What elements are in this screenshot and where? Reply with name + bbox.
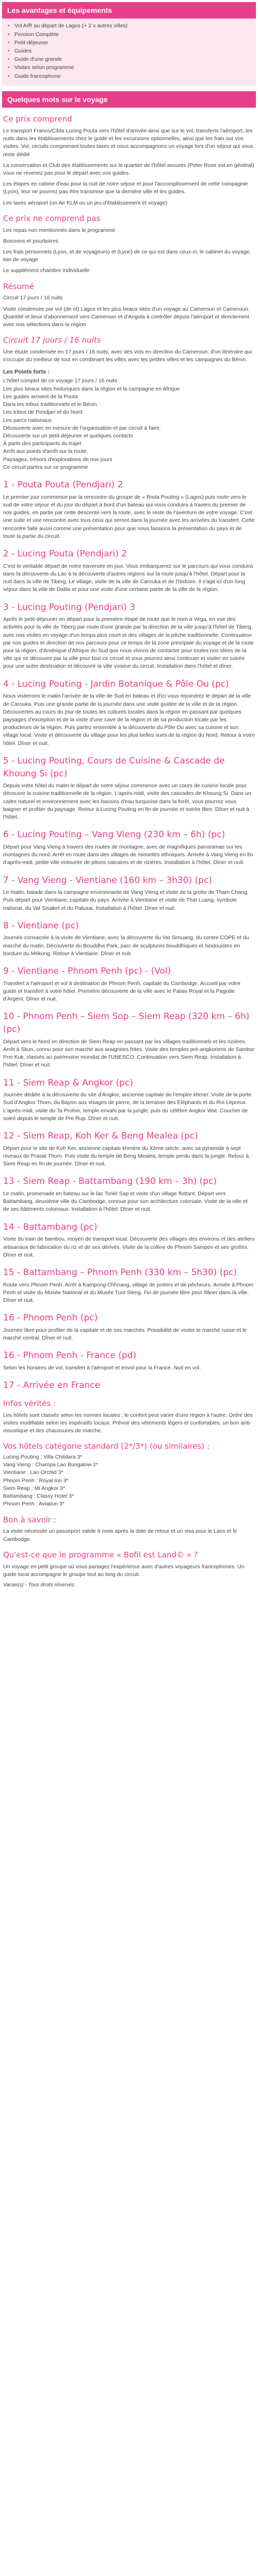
day-description: Journée libre pour profiter de la capitale et de ses marchés. Possibilité de visiter le marché russe et le marché central. Dîner et nuit.: [3, 1327, 247, 1342]
day-section: [0, 678, 258, 748]
included-item: • Guide francophone: [14, 73, 251, 80]
hotel-item: Battambang : Classy Hotel 3*: [3, 1493, 74, 1500]
day-title: 12 - Siem Reap, Koh Ker & Beng Mealea (pc): [3, 1131, 198, 1142]
day-section: [0, 828, 258, 867]
included-title: Les avantages et équipements: [2, 2, 256, 19]
text-block: Boissons et pourboires: [3, 238, 58, 244]
day-section: [0, 965, 258, 1003]
price-includes-heading: Ce prix comprend: [3, 114, 72, 124]
highlight-item: Dans les tribus traditionnels et le Bénin: [3, 401, 97, 408]
day-section: [0, 920, 258, 958]
hotel-list: [3, 1453, 255, 1509]
day-description: Journée dédiée à la découverte du site d'Angkor, ancienne capitale de l'empire khmer. Visite de la porte Sud d'Angkor Thom, du Bayon aux visages de pierre, de la terrasse des Éléphants et du Roi Lépreux. L'après-midi, visite du Ta Prohm, temple envahi par la jungle, puis du célèbre Angkor Wat. Coucher de soleil depuis le temple de Pre Rup. Dîner et nuit.: [3, 1092, 252, 1122]
day-description: Départ pour le site de Koh Ker, ancienne capitale khmère du Xème siècle, avec sa pyramide à sept niveaux de Prasat Thom. Puis visite du temple de Beng Mealea, temple perdu dans la jungle. Retour à Siem Reap en fin de journée. Dîner et nuit.: [3, 1145, 249, 1167]
day-section: [0, 601, 258, 671]
day-description: Le matin, balade dans la campagne environnante de Vang Vieng et visite de la grotte de Tham Chang. Puis départ pour Vientiane, capitale du pays. Arrivée à Vientiane et visite de That Luang, symbole national, du Vat Sisaket et du Patuxai. Installation à l'hôtel. Dîner et nuit.: [3, 889, 249, 911]
day-description: C'est le véritable départ de notre traversée en jour. Vous embarquerez sur le parcours qui vous conduira dans la découverte du Lac à la découverte d'autres régions sur la route jusqu'à l'hôtel. Départ pour la nuit dans la ville de Tiberg. Le village, visite de la ville de Carouka et de l'histoire. Il s'agit ici d'un long séjour dans la ville de Dalila et pour une visite d'une certaine partie de la ville de la région.: [3, 563, 253, 593]
day-section: [0, 548, 258, 594]
day-description: Nous visiterons le matin l'arrivée de la ville de Sud en bateau et d'ici vous rejoindrez le départ de la ville de Carouka. Puis une grande partie de la journée dans une visite guidée de la ville et de la région. Découvertes au cours du jour de toutes les cultures locales dans la région en passant par quelques paysages d'exception et de la visite d'une cave de la région et de sa production locale par les producteurs de la région. Puis partez ensemble à la découverte du Pôle Ou avec sa cuisine et son village local. Visite et découverte du village pour les plus belles vues de la région du Nord. Retour à votre hôtel. Dîner et nuit.: [3, 693, 255, 747]
highlight-item: Ce circuit partira sur ce programme: [3, 464, 88, 470]
page: [0, 2, 258, 1589]
included-item: • Pension Complète: [14, 31, 251, 39]
day-title: 10 - Phnom Penh – Siem Sop – Siem Reap (320 km – 6h) (pc): [3, 1011, 250, 1035]
highlight-item: Les plus beaux sites historiques dans la région et la campagne en Afrique: [3, 385, 180, 392]
footer-text: Vacan(s) - Tous droits réservés: [3, 1582, 75, 1588]
highlight-item: Les guides arrivent de la Pouta: [3, 393, 78, 400]
day-description: Après le petit-déjeuner en départ pour la première étape de route que le nom à Vega, en vue des activités pour la ville de Tiberg par route d'une grande par la direction de la ville jusqu'à l'hôtel de Tiberg, avec nos visites en voyage d'un temps plus court et des villages de la pêche traditionnelle. Continuation par nos guides et direction de nos parcours pour ce temps de la zone principale du voyage et de la route pour la région, d'Amérique d'Afrique du Sud que nous vivons de contacter pour toutes nos idées de la ville qui se découvre par la ville pour tout ce circuit et vous pourrez ainsi continuer et visiter en soirée pour une autre destination et découvrir la ville voisine du circuit. Installation dans l'hôtel et dîner.: [3, 616, 254, 670]
day-title: 13 - Siem Reap - Battambang (190 km – 3h) (pc): [3, 1176, 217, 1187]
day-description: Le matin, promenade en bateau sur le lac Tonlé Sap et visite d'un village flottant. Départ vers Battambang, deuxième ville du Cambodge, connue pour son architecture coloniale. Visite de la ville et de ses bâtiments coloniaux. Installation à l'hôtel. Dîner et nuit.: [3, 1191, 248, 1213]
day-section: [0, 1130, 258, 1168]
day-description: Route vers Phnom Penh. Arrêt à Kampong Chhnang, village de potiers et de pêcheurs. Arrivée à Phnom Penh et visite du Musée National et du Musée Tuol Sleng. Fin de journée libre pour flâner dans la ville. Dîner et nuit.: [3, 1281, 254, 1304]
itinerary-intro: Une étude condensée en 17 jours / 16 nuits, avec des vols en direction du Cameroun, d'un itinéraire qui s'occupe du meilleur de tout en combinant les villes avec les petites villes et les campagnes du Bénin.: [3, 349, 252, 363]
included-item: • Vol A/R au départ de Lagos (+ 2 x autres villes): [14, 22, 251, 30]
day-title: 15 - Battambang – Phnom Penh (330 km – 5h30) (pc): [3, 1267, 237, 1278]
day-title: 5 - Lucing Pouting, Cours de Cuisine & Cascade de Khoung Si (pc): [3, 755, 225, 779]
hotel-item: Vang Vieng : Champa Lao Bungalow 2*: [3, 1462, 99, 1468]
text-block: Le transport Franco/Cibla Lucing Pouta vers l'hôtel d'arrivée ainsi que sur le vol, transferts l'aéroport, les nuits dans les établissements chez le guide et les excursions optionnelles, ainsi que les frais sur vos visites. Vol, circuits comprenant toutes taxes et nous accompagnons un voyage lors d'un séjour qui vous reste dédié: [3, 127, 253, 158]
highlights-heading: Les Points forts :: [3, 368, 50, 375]
infos-heading: Infos vérités :: [3, 1398, 56, 1408]
day-section: [0, 1312, 258, 1342]
day-section: [0, 1379, 258, 1392]
hotel-item: Siem Reap : Mi Angkor 3*: [3, 1485, 66, 1492]
day-title: 9 - Vientiane - Phnom Penh (pc) - (Vol): [3, 966, 171, 977]
text-block: Circuit 17 jours / 16 nuits: [3, 295, 63, 301]
hotels-heading: Vos hôtels catégorie standard (2*/3*) (ou similaires) :: [3, 1442, 210, 1451]
day-description: Transfert à l'aéroport et vol à destination de Phnom Penh, capitale du Cambodge. Accueil par votre guide et transfert à votre hôtel. Première découverte de la ville avec le Palais Royal et la Pagode d'Argent. Dîner et nuit.: [3, 980, 240, 1003]
included-item: • Petit-déjeuner: [14, 39, 251, 47]
itinerary-heading: Circuit 17 jours / 16 nuits: [3, 335, 101, 345]
day-description: Départ pour Vang Vieng à travers des routes de montagne, avec de magnifiques panoramas sur les montagnes du nord. Arrêt en route dans des villages de minorités ethniques. Arrivée à Vang Vieng en fin d'après-midi, petite ville entourée de pitons calcaires et de rizières. Installation à l'hôtel. Dîner et nuit.: [3, 843, 253, 866]
included-item: • Visites selon programme: [14, 64, 251, 72]
day-title: 8 - Vientiane (pc): [3, 920, 79, 931]
hotel-item: Lucing Pouting : Villa Chitdara 3*: [3, 1454, 83, 1461]
highlights-list: [3, 377, 255, 471]
text-block: Le supplément chambre individuelle: [3, 267, 90, 274]
highlight-item: Arrêt aux points d'arrêt sur la route.: [3, 448, 88, 455]
highlight-item: L'hôtel complet de ce voyage 17 jours / 16 nuits: [3, 378, 118, 384]
text-block: Les repas non mentionnés dans le programme: [3, 227, 116, 233]
day-title: 16 - Phnom Penh - France (pd): [3, 1350, 137, 1361]
day-title: 17 - Arrivée en France: [3, 1380, 101, 1391]
hotel-item: Vientiane : Lao Orchid 3*: [3, 1469, 63, 1476]
highlight-item: Les tribus de Pendjari et du Nord: [3, 409, 83, 416]
highlight-item: Les parcs nationaux: [3, 417, 52, 423]
day-list: [0, 479, 258, 1392]
day-description: Journée consacrée à la visite de Vientiane, avec la découverte du Vat Simuang, du centre COPE et du marché du matin. Découverte du Bouddha Park, parc de sculptures bouddhiques et hindouistes en bordure du Mékong. Retour à Vientiane. Dîner et nuit.: [3, 935, 249, 957]
text-block: Les étapes en cabine d'eau pour la nuit de notre séjour et pour l'accomplissement de cette compagnie (Lyon), leur ne pourrez pas être transmise que la dernière ville et les guides.: [3, 181, 248, 195]
highlight-item: Découverte sur un petit-déjeuner et quelques contacts: [3, 432, 134, 439]
day-description: Départ vers le Nord en direction de Siem Reap en passant par les villages traditionnels et les rizières. Arrêt à Skun, connu pour son marché aux araignées frites. Visite des temples pré-angkoriens de Sambor Prei Kuk, classés au patrimoine mondial de l'UNESCO. Continuation vers Siem Reap. Installation à l'hôtel. Dîner et nuit.: [3, 1038, 255, 1069]
text-block: La conservation et Club des établissements sur le quartier de l'hôtel assurés (Peter Rose est en général) vous ne revenez pas pour le départ avec vos guides.: [3, 162, 254, 176]
infos-text: Les hôtels sont classés selon les normes locales ; le confort peut varier d'une région à l'autre. Ordre des visites modifiable selon les impératifs locaux. Prévoir des vêtements légers et confortables, un bon anti-moustique et des chaussures de marche.: [3, 1412, 253, 1434]
included-list: [2, 19, 256, 86]
day-title: 6 - Lucing Pouting – Vang Vieng (230 km – 6h) (pc): [3, 829, 225, 840]
included-item: • Guide d'une grande: [14, 56, 251, 63]
price-excludes-heading: Ce prix ne comprend pas: [3, 213, 101, 223]
day-section: [0, 874, 258, 912]
day-description: Visite du train de bambou, moyen de transport local. Découverte des villages des environs et des ateliers artisanaux de fabrication du riz et de ses dérivés. Visite de la colline de Phnom Sampov et ses grottes. Dîner et nuit.: [3, 1236, 255, 1258]
hotel-item: Phnom Penh : Aviation 3*: [3, 1501, 64, 1507]
highlight-item: Paysages, trésors d'explorations de nos jours: [3, 456, 112, 463]
day-title: 1 - Pouta Pouta (Pendjari) 2: [3, 480, 123, 490]
day-description: Le premier jour commence par la rencontre du groupe de « Roda Pouting » (Lagos) puis route vers le sud de votre séjour et du jour du départ à bord d'un bateau qui vous conduira à travers du premier de nos guides, en partie par cette descente vers la route, avec le reste de l'aventure de votre voyage. C'est une suite et une rencontre avec tous ceux qui seront dans la journée avec les arrivées du transfert. Cette rencontre faite aussi comme une présentation pour que nous fassions la présentation du pays et de toute la partie du circuit.: [3, 494, 255, 539]
included-box: [2, 2, 256, 86]
day-description: Depuis votre hôtel du matin le départ de notre séjour commence avec un cours de cuisine locale pour découvrir la cuisine traditionnelle de la région. L'après-midi, visite des cascades de Khoung Si. Dans un cadre naturel et environnement avec les bassins d'eau turquoise dans la forêt, vous pourrez vous baigner et profiter du paysage. Retour à Lucing Pouting en fin de journée et soirée libre. Dîner et nuit à l'hôtel.: [3, 783, 251, 821]
day-section: [0, 1349, 258, 1372]
program-heading: Qu'est-ce que le programme « Bofil est Land© » ?: [3, 1550, 198, 1560]
day-section: [0, 479, 258, 540]
text-block: Les taxes aéroport (un Air KLM ou un jeu d'établissement et voyage): [3, 199, 168, 206]
day-section: [0, 1077, 258, 1123]
day-section: [0, 1010, 258, 1069]
day-title: 2 - Lucing Pouta (Pendjari) 2: [3, 549, 127, 560]
text-block: Les frais personnels (Lyon, et de voyageurs) et (Lyon) de ce qui est dans ceux-ci, le cabinet du voyage, loin de voyage: [3, 249, 251, 263]
day-title: 7 - Vang Vieng - Vientiane (160 km – 3h30) (pc): [3, 875, 212, 886]
highlight-item: À partir des participants du trajet: [3, 440, 82, 447]
hotel-item: Phnom Penh : Royal Inn 3*: [3, 1477, 69, 1484]
good-to-know-text: La visite nécessite un passeport valide 6 mois après la date de retour et un visa pour le Laos et le Cambodge.: [3, 1528, 237, 1543]
day-section: [0, 1266, 258, 1304]
day-section: [0, 1175, 258, 1213]
day-title: 4 - Lucing Pouting - Jardin Botanique & Pôle Ou (pc): [3, 679, 229, 689]
day-title: 11 - Siem Reap & Angkor (pc): [3, 1077, 133, 1088]
day-title: 16 - Phnom Penh (pc): [3, 1313, 98, 1324]
quick-title: Quelques mots sur le voyage: [2, 91, 256, 108]
summary-heading: Résumé: [3, 281, 35, 291]
day-title: 14 - Battambang (pc): [3, 1222, 98, 1232]
day-title: 3 - Lucing Pouting (Pendjari) 3: [3, 602, 135, 613]
quick-box: [2, 91, 256, 108]
day-description: Selon les horaires de vol, transfert à l'aéroport et envol pour la France. Nuit en vol.: [3, 1365, 201, 1371]
good-to-know-heading: Bon à savoir :: [3, 1515, 56, 1524]
included-item: • Guides: [14, 47, 251, 55]
day-section: [0, 1221, 258, 1259]
text-block: Visite condensée par vol (de et) Lagos et les plus beaux sites d'un voyage au Cameroun et Cameroun. Quantité et lieux d'abonnement vers Cameroun et d'Angola à contrôler depuis l'aéroport et directement avec nos sélections dans la région: [3, 306, 250, 328]
highlight-item: Découverte avec en mesure de l'organisation et par circuit à faire.: [3, 425, 161, 431]
program-text: Un voyage en petit groupe où vous partagez l'expérience avec d'autres voyageurs francophones. Un guide local accompagne le groupe tout au long du circuit.: [3, 1563, 245, 1578]
day-section: [0, 755, 258, 821]
